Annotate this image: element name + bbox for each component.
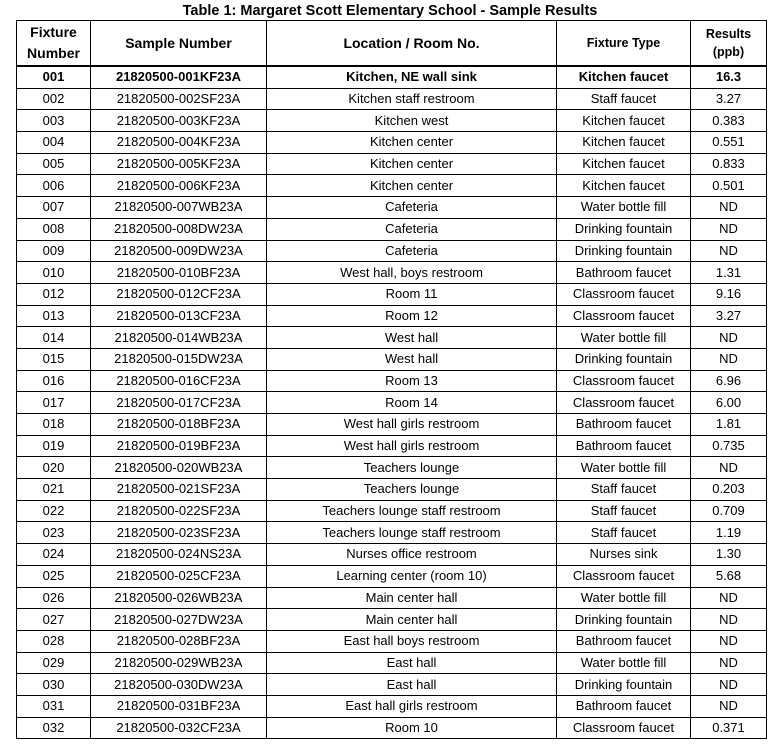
cell-fixture-number: 027 bbox=[17, 609, 91, 631]
cell-sample-number: 21820500-025CF23A bbox=[91, 565, 267, 587]
cell-sample-number: 21820500-006KF23A bbox=[91, 175, 267, 197]
cell-sample-number: 21820500-009DW23A bbox=[91, 240, 267, 262]
cell-sample-number: 21820500-023SF23A bbox=[91, 522, 267, 544]
table-row bbox=[17, 652, 767, 674]
table-row bbox=[17, 175, 767, 197]
cell-result: 1.81 bbox=[691, 414, 767, 436]
table-row bbox=[17, 717, 767, 739]
cell-fixture-type: Bathroom faucet bbox=[557, 695, 691, 717]
cell-fixture-type: Staff faucet bbox=[557, 522, 691, 544]
table-row bbox=[17, 88, 767, 110]
cell-location: Kitchen, NE wall sink bbox=[267, 66, 557, 88]
cell-location: West hall bbox=[267, 348, 557, 370]
cell-result: 9.16 bbox=[691, 283, 767, 305]
cell-fixture-type: Kitchen faucet bbox=[557, 110, 691, 132]
cell-result: ND bbox=[691, 197, 767, 219]
cell-fixture-type: Drinking fountain bbox=[557, 674, 691, 696]
cell-fixture-type: Bathroom faucet bbox=[557, 414, 691, 436]
cell-fixture-type: Classroom faucet bbox=[557, 717, 691, 739]
cell-result: ND bbox=[691, 695, 767, 717]
cell-result: 5.68 bbox=[691, 565, 767, 587]
cell-location: Teachers lounge bbox=[267, 457, 557, 479]
cell-fixture-number: 025 bbox=[17, 565, 91, 587]
cell-location: Kitchen west bbox=[267, 110, 557, 132]
cell-result: 3.27 bbox=[691, 88, 767, 110]
cell-location: Room 10 bbox=[267, 717, 557, 739]
header-results bbox=[691, 21, 767, 67]
cell-result: ND bbox=[691, 457, 767, 479]
cell-sample-number: 21820500-028BF23A bbox=[91, 630, 267, 652]
header-results-line1: Results bbox=[705, 27, 752, 41]
cell-fixture-type: Kitchen faucet bbox=[557, 175, 691, 197]
table-row bbox=[17, 262, 767, 284]
table-body bbox=[17, 66, 767, 739]
cell-sample-number: 21820500-007WB23A bbox=[91, 197, 267, 219]
cell-sample-number: 21820500-005KF23A bbox=[91, 153, 267, 175]
cell-sample-number: 21820500-016CF23A bbox=[91, 370, 267, 392]
cell-result: ND bbox=[691, 240, 767, 262]
cell-sample-number: 21820500-020WB23A bbox=[91, 457, 267, 479]
cell-location: West hall, boys restroom bbox=[267, 262, 557, 284]
cell-fixture-type: Classroom faucet bbox=[557, 283, 691, 305]
cell-result: 3.27 bbox=[691, 305, 767, 327]
cell-fixture-number: 015 bbox=[17, 348, 91, 370]
cell-result: 0.735 bbox=[691, 435, 767, 457]
header-location: Location / Room No. bbox=[267, 21, 557, 67]
cell-location: Main center hall bbox=[267, 587, 557, 609]
cell-fixture-number: 012 bbox=[17, 283, 91, 305]
cell-location: Room 14 bbox=[267, 392, 557, 414]
cell-fixture-number: 004 bbox=[17, 132, 91, 154]
table-row bbox=[17, 283, 767, 305]
cell-fixture-number: 020 bbox=[17, 457, 91, 479]
cell-location: Kitchen center bbox=[267, 175, 557, 197]
cell-sample-number: 21820500-003KF23A bbox=[91, 110, 267, 132]
cell-fixture-number: 001 bbox=[17, 66, 91, 88]
table-row bbox=[17, 674, 767, 696]
header-row bbox=[17, 21, 767, 67]
cell-location: Kitchen staff restroom bbox=[267, 88, 557, 110]
cell-fixture-number: 018 bbox=[17, 414, 91, 436]
header-fixture-line2: Number bbox=[27, 45, 80, 61]
cell-location: West hall girls restroom bbox=[267, 435, 557, 457]
table-row bbox=[17, 565, 767, 587]
cell-fixture-number: 021 bbox=[17, 479, 91, 501]
table-row bbox=[17, 218, 767, 240]
cell-fixture-number: 006 bbox=[17, 175, 91, 197]
cell-fixture-number: 010 bbox=[17, 262, 91, 284]
cell-fixture-number: 008 bbox=[17, 218, 91, 240]
table-row bbox=[17, 457, 767, 479]
table-row bbox=[17, 153, 767, 175]
table-row bbox=[17, 544, 767, 566]
header-fixture-line1: Fixture bbox=[30, 24, 77, 40]
cell-result: 0.371 bbox=[691, 717, 767, 739]
cell-result: 1.31 bbox=[691, 262, 767, 284]
cell-fixture-number: 013 bbox=[17, 305, 91, 327]
cell-location: Teachers lounge staff restroom bbox=[267, 500, 557, 522]
cell-fixture-type: Drinking fountain bbox=[557, 609, 691, 631]
cell-fixture-number: 026 bbox=[17, 587, 91, 609]
cell-fixture-type: Water bottle fill bbox=[557, 327, 691, 349]
cell-fixture-number: 014 bbox=[17, 327, 91, 349]
table-row bbox=[17, 132, 767, 154]
cell-fixture-number: 003 bbox=[17, 110, 91, 132]
cell-result: 0.833 bbox=[691, 153, 767, 175]
cell-result: ND bbox=[691, 327, 767, 349]
cell-location: West hall girls restroom bbox=[267, 414, 557, 436]
table-row bbox=[17, 305, 767, 327]
cell-location: Teachers lounge staff restroom bbox=[267, 522, 557, 544]
table-row bbox=[17, 240, 767, 262]
cell-sample-number: 21820500-001KF23A bbox=[91, 66, 267, 88]
cell-result: ND bbox=[691, 609, 767, 631]
cell-fixture-type: Bathroom faucet bbox=[557, 630, 691, 652]
cell-result: 1.19 bbox=[691, 522, 767, 544]
cell-location: Nurses office restroom bbox=[267, 544, 557, 566]
cell-location: Teachers lounge bbox=[267, 479, 557, 501]
cell-fixture-number: 019 bbox=[17, 435, 91, 457]
table-row bbox=[17, 500, 767, 522]
cell-sample-number: 21820500-019BF23A bbox=[91, 435, 267, 457]
cell-location: Kitchen center bbox=[267, 153, 557, 175]
cell-result: 0.709 bbox=[691, 500, 767, 522]
cell-location: Main center hall bbox=[267, 609, 557, 631]
cell-result: ND bbox=[691, 674, 767, 696]
cell-sample-number: 21820500-026WB23A bbox=[91, 587, 267, 609]
cell-fixture-number: 009 bbox=[17, 240, 91, 262]
sample-results-table bbox=[16, 20, 767, 739]
cell-result: 0.551 bbox=[691, 132, 767, 154]
cell-result: 16.3 bbox=[691, 66, 767, 88]
cell-result: 0.501 bbox=[691, 175, 767, 197]
cell-result: ND bbox=[691, 218, 767, 240]
cell-sample-number: 21820500-002SF23A bbox=[91, 88, 267, 110]
cell-fixture-type: Water bottle fill bbox=[557, 652, 691, 674]
cell-result: 6.96 bbox=[691, 370, 767, 392]
cell-result: 1.30 bbox=[691, 544, 767, 566]
cell-result: ND bbox=[691, 587, 767, 609]
cell-sample-number: 21820500-014WB23A bbox=[91, 327, 267, 349]
cell-fixture-type: Bathroom faucet bbox=[557, 435, 691, 457]
cell-location: Room 13 bbox=[267, 370, 557, 392]
cell-location: Cafeteria bbox=[267, 240, 557, 262]
cell-location: East hall boys restroom bbox=[267, 630, 557, 652]
cell-sample-number: 21820500-015DW23A bbox=[91, 348, 267, 370]
cell-result: 6.00 bbox=[691, 392, 767, 414]
cell-fixture-type: Classroom faucet bbox=[557, 305, 691, 327]
cell-location: East hall bbox=[267, 652, 557, 674]
cell-sample-number: 21820500-012CF23A bbox=[91, 283, 267, 305]
table-row bbox=[17, 327, 767, 349]
cell-sample-number: 21820500-013CF23A bbox=[91, 305, 267, 327]
cell-fixture-type: Water bottle fill bbox=[557, 457, 691, 479]
cell-sample-number: 21820500-031BF23A bbox=[91, 695, 267, 717]
cell-fixture-type: Drinking fountain bbox=[557, 240, 691, 262]
cell-fixture-number: 024 bbox=[17, 544, 91, 566]
cell-sample-number: 21820500-021SF23A bbox=[91, 479, 267, 501]
cell-fixture-number: 029 bbox=[17, 652, 91, 674]
cell-fixture-type: Nurses sink bbox=[557, 544, 691, 566]
cell-location: Room 12 bbox=[267, 305, 557, 327]
cell-result: ND bbox=[691, 630, 767, 652]
cell-fixture-type: Drinking fountain bbox=[557, 218, 691, 240]
cell-sample-number: 21820500-029WB23A bbox=[91, 652, 267, 674]
table-row bbox=[17, 66, 767, 88]
cell-result: 0.383 bbox=[691, 110, 767, 132]
cell-location: Cafeteria bbox=[267, 197, 557, 219]
cell-fixture-number: 016 bbox=[17, 370, 91, 392]
cell-location: West hall bbox=[267, 327, 557, 349]
table-row bbox=[17, 414, 767, 436]
cell-fixture-type: Water bottle fill bbox=[557, 197, 691, 219]
cell-fixture-number: 017 bbox=[17, 392, 91, 414]
cell-fixture-type: Kitchen faucet bbox=[557, 153, 691, 175]
table-row bbox=[17, 348, 767, 370]
table-row bbox=[17, 435, 767, 457]
cell-result: 0.203 bbox=[691, 479, 767, 501]
cell-fixture-type: Staff faucet bbox=[557, 479, 691, 501]
table-row bbox=[17, 110, 767, 132]
cell-fixture-number: 007 bbox=[17, 197, 91, 219]
table-row bbox=[17, 630, 767, 652]
table-row bbox=[17, 197, 767, 219]
table-row bbox=[17, 370, 767, 392]
cell-fixture-number: 032 bbox=[17, 717, 91, 739]
table-caption: Table 1: Margaret Scott Elementary School - Sample Results bbox=[182, 3, 598, 19]
cell-fixture-type: Staff faucet bbox=[557, 88, 691, 110]
cell-result: ND bbox=[691, 348, 767, 370]
cell-sample-number: 21820500-017CF23A bbox=[91, 392, 267, 414]
header-results-line2: (ppb) bbox=[712, 45, 745, 59]
header-sample-number: Sample Number bbox=[91, 21, 267, 67]
cell-fixture-type: Water bottle fill bbox=[557, 587, 691, 609]
cell-location: Kitchen center bbox=[267, 132, 557, 154]
cell-fixture-type: Bathroom faucet bbox=[557, 262, 691, 284]
cell-sample-number: 21820500-022SF23A bbox=[91, 500, 267, 522]
cell-fixture-number: 031 bbox=[17, 695, 91, 717]
cell-fixture-number: 022 bbox=[17, 500, 91, 522]
cell-sample-number: 21820500-032CF23A bbox=[91, 717, 267, 739]
cell-location: Cafeteria bbox=[267, 218, 557, 240]
cell-fixture-type: Kitchen faucet bbox=[557, 132, 691, 154]
cell-location: East hall bbox=[267, 674, 557, 696]
table-row bbox=[17, 695, 767, 717]
cell-fixture-number: 002 bbox=[17, 88, 91, 110]
header-fixture-number bbox=[17, 21, 91, 67]
cell-fixture-number: 028 bbox=[17, 630, 91, 652]
cell-location: Room 11 bbox=[267, 283, 557, 305]
cell-fixture-number: 023 bbox=[17, 522, 91, 544]
cell-sample-number: 21820500-030DW23A bbox=[91, 674, 267, 696]
table-row bbox=[17, 479, 767, 501]
cell-fixture-number: 005 bbox=[17, 153, 91, 175]
cell-sample-number: 21820500-018BF23A bbox=[91, 414, 267, 436]
cell-sample-number: 21820500-024NS23A bbox=[91, 544, 267, 566]
cell-fixture-type: Classroom faucet bbox=[557, 370, 691, 392]
cell-sample-number: 21820500-027DW23A bbox=[91, 609, 267, 631]
table-row bbox=[17, 609, 767, 631]
cell-fixture-number: 030 bbox=[17, 674, 91, 696]
table-row bbox=[17, 587, 767, 609]
table-row bbox=[17, 392, 767, 414]
cell-fixture-type: Classroom faucet bbox=[557, 392, 691, 414]
table-row bbox=[17, 522, 767, 544]
header-fixture-type: Fixture Type bbox=[557, 21, 691, 67]
cell-fixture-type: Classroom faucet bbox=[557, 565, 691, 587]
cell-sample-number: 21820500-008DW23A bbox=[91, 218, 267, 240]
cell-sample-number: 21820500-010BF23A bbox=[91, 262, 267, 284]
cell-sample-number: 21820500-004KF23A bbox=[91, 132, 267, 154]
cell-location: East hall girls restroom bbox=[267, 695, 557, 717]
cell-fixture-type: Drinking fountain bbox=[557, 348, 691, 370]
cell-location: Learning center (room 10) bbox=[267, 565, 557, 587]
cell-fixture-type: Kitchen faucet bbox=[557, 66, 691, 88]
cell-result: ND bbox=[691, 652, 767, 674]
cell-fixture-type: Staff faucet bbox=[557, 500, 691, 522]
